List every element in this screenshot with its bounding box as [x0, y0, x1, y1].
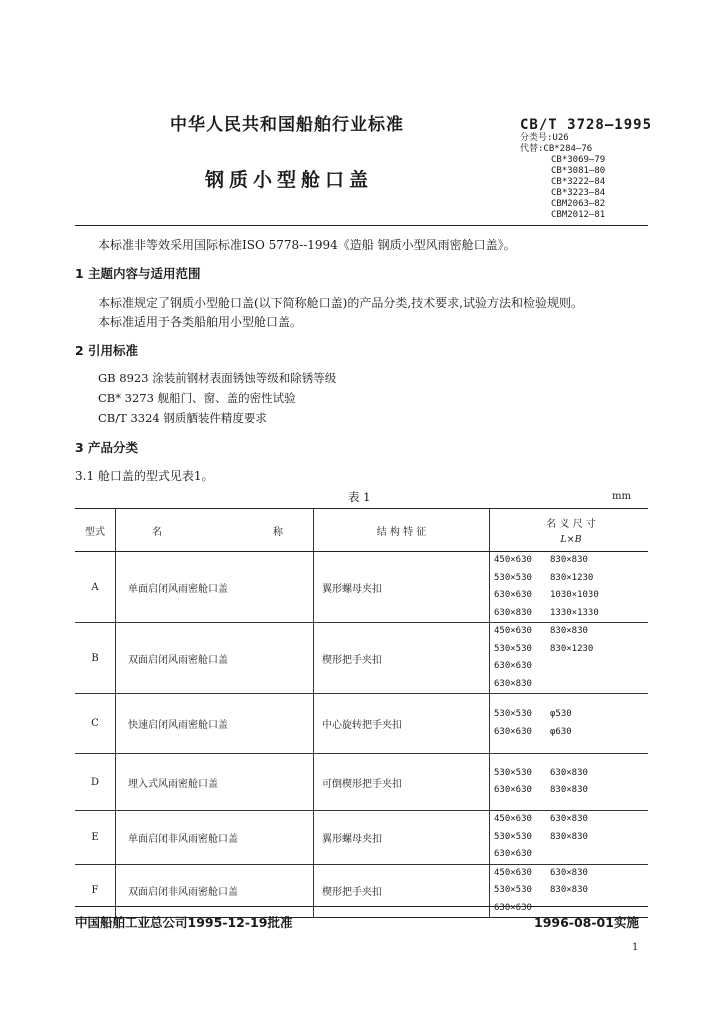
header-feature: 结 构 特 征	[314, 509, 490, 552]
size-value: 450×630	[494, 626, 532, 636]
section-1-paragraph: 本标准适用于各类船舶用小型舱口盖。	[98, 315, 303, 329]
section-1-paragraph: 本标准规定了钢质小型舱口盖(以下简称舱口盖)的产品分类,技术要求,试验方法和检验规则。	[98, 296, 583, 310]
size-value: 450×630	[494, 555, 532, 565]
cell-sizes	[490, 864, 649, 918]
header-size-sub: L×B	[560, 534, 582, 545]
section-3-1-text: 3.1 舱口盖的型式见表1。	[75, 469, 214, 483]
header-divider	[75, 225, 648, 226]
size-value: 530×530	[494, 831, 532, 842]
cell-type: C	[75, 694, 116, 754]
size-value: 450×630	[494, 814, 532, 824]
table-row	[75, 694, 648, 754]
cell-type: D	[75, 754, 116, 811]
replaces-line: 代替:CB*284—76	[520, 144, 593, 154]
table-row	[75, 552, 648, 623]
size-value: 530×530	[494, 572, 532, 583]
replaces-line: CB*3069—79	[551, 155, 606, 165]
effective-date: 1996-08-01实施	[534, 915, 639, 930]
cell-feature: 翼形螺母夹扣	[314, 552, 490, 623]
size-value: 630×630	[494, 590, 532, 600]
header-size	[490, 509, 649, 552]
size-value: 830×830	[550, 831, 588, 842]
size-value: 830×830	[550, 785, 588, 795]
table-row	[75, 754, 648, 811]
standard-title: 中华人民共和国船舶行业标准	[170, 115, 404, 135]
header-size-label: 名 义 尺 寸	[546, 519, 596, 530]
size-value: 830×830	[550, 885, 588, 895]
section-2-heading: 2 引用标准	[75, 343, 139, 358]
document-title: 钢质小型舱口盖	[205, 169, 374, 191]
hatch-cover-types-table	[75, 508, 648, 918]
cell-type: F	[75, 864, 116, 918]
cell-type: E	[75, 811, 116, 865]
cell-sizes	[490, 552, 649, 623]
replaces-line: CB*3081—80	[551, 166, 606, 176]
size-value: 630×830	[550, 867, 588, 878]
footer-divider	[75, 906, 648, 907]
cell-name: 埋入式风雨密舱口盖	[116, 754, 314, 811]
reference-item: CB* 3273 舰船门、窗、盖的密性试验	[98, 391, 296, 405]
cell-sizes	[490, 811, 649, 865]
size-line	[494, 811, 648, 829]
replaces-line: CB*3223—84	[551, 188, 606, 198]
size-value: 830×1230	[550, 572, 594, 583]
replaces-line: CBM2063—82	[551, 199, 606, 209]
size-line	[494, 706, 648, 724]
size-value: 830×830	[550, 626, 588, 636]
size-value: 530×530	[494, 709, 532, 719]
table-row	[75, 811, 648, 865]
reference-item: CB/T 3324 钢质舾装件精度要求	[98, 411, 267, 425]
size-value: 630×630	[494, 785, 532, 795]
size-value: 630×630	[494, 726, 532, 737]
replaces-line: CBM2012—81	[551, 210, 606, 220]
size-line	[494, 570, 648, 588]
cell-type: B	[75, 623, 116, 694]
size-value: 1030×1030	[550, 590, 599, 600]
page-number: 1	[632, 942, 639, 953]
size-value: 630×630	[494, 661, 532, 671]
size-line	[494, 587, 648, 605]
cell-sizes	[490, 694, 649, 754]
size-value: 530×530	[494, 643, 532, 654]
table-header-row	[75, 509, 648, 552]
table-unit: mm	[612, 491, 631, 502]
header-name	[116, 509, 314, 552]
reference-item: GB 8923 涂装前钢材表面锈蚀等级和除锈等级	[98, 371, 337, 385]
cell-sizes	[490, 754, 649, 811]
size-line	[494, 782, 648, 800]
cell-feature: 翼形螺母夹扣	[314, 811, 490, 865]
table-row	[75, 864, 648, 918]
size-value: 630×830	[550, 767, 588, 778]
header-name-char: 称	[273, 526, 283, 538]
cell-name: 单面启闭风雨密舱口盖	[116, 552, 314, 623]
size-value: 630×630	[494, 902, 532, 913]
size-line	[494, 676, 648, 694]
table-row	[75, 623, 648, 694]
size-value: 450×630	[494, 867, 532, 878]
size-line	[494, 623, 648, 641]
header-name-char: 名	[152, 526, 162, 538]
cell-type: A	[75, 552, 116, 623]
replaces-line: CB*3222—84	[551, 177, 606, 187]
cell-name: 双面启闭风雨密舱口盖	[116, 623, 314, 694]
class-number: 分类号:U26	[520, 133, 569, 143]
size-value: 830×1230	[550, 643, 594, 654]
cell-name: 双面启闭非风雨密舱口盖	[116, 864, 314, 918]
header-type: 型式	[75, 509, 116, 552]
size-line	[494, 641, 648, 659]
cell-feature: 中心旋转把手夹扣	[314, 694, 490, 754]
size-line	[494, 865, 648, 883]
size-value: 530×530	[494, 767, 532, 778]
cell-feature: 楔形把手夹扣	[314, 864, 490, 918]
size-value: 630×830	[550, 814, 588, 824]
size-line	[494, 552, 648, 570]
size-value: φ630	[550, 726, 572, 737]
cell-sizes	[490, 623, 649, 694]
cell-name: 单面启闭非风雨密舱口盖	[116, 811, 314, 865]
section-3-heading: 3 产品分类	[75, 440, 139, 455]
section-1-heading: 1 主题内容与适用范围	[75, 266, 201, 281]
table-caption: 表 1	[348, 490, 371, 504]
size-line	[494, 882, 648, 900]
size-value: φ530	[550, 709, 572, 719]
size-value: 830×830	[550, 555, 588, 565]
size-value: 630×830	[494, 607, 532, 618]
size-line	[494, 846, 648, 864]
size-line	[494, 765, 648, 783]
size-line	[494, 658, 648, 676]
cell-feature: 楔形把手夹扣	[314, 623, 490, 694]
size-line	[494, 605, 648, 623]
size-line	[494, 724, 648, 742]
size-value: 630×630	[494, 849, 532, 859]
cell-name: 快速启闭风雨密舱口盖	[116, 694, 314, 754]
size-value: 530×530	[494, 885, 532, 895]
cell-feature: 可倒楔形把手夹扣	[314, 754, 490, 811]
intro-text: 本标准非等效采用国际标准ISO 5778--1994《造船 钢质小型风雨密舱口盖》。	[98, 238, 516, 252]
approval-line: 中国船舶工业总公司1995-12-19批准	[75, 915, 293, 930]
size-line	[494, 829, 648, 847]
standard-code: CB/T 3728—1995	[520, 117, 653, 133]
size-value: 630×830	[494, 678, 532, 689]
size-value: 1330×1330	[550, 607, 599, 618]
standard-code-block	[520, 117, 652, 221]
